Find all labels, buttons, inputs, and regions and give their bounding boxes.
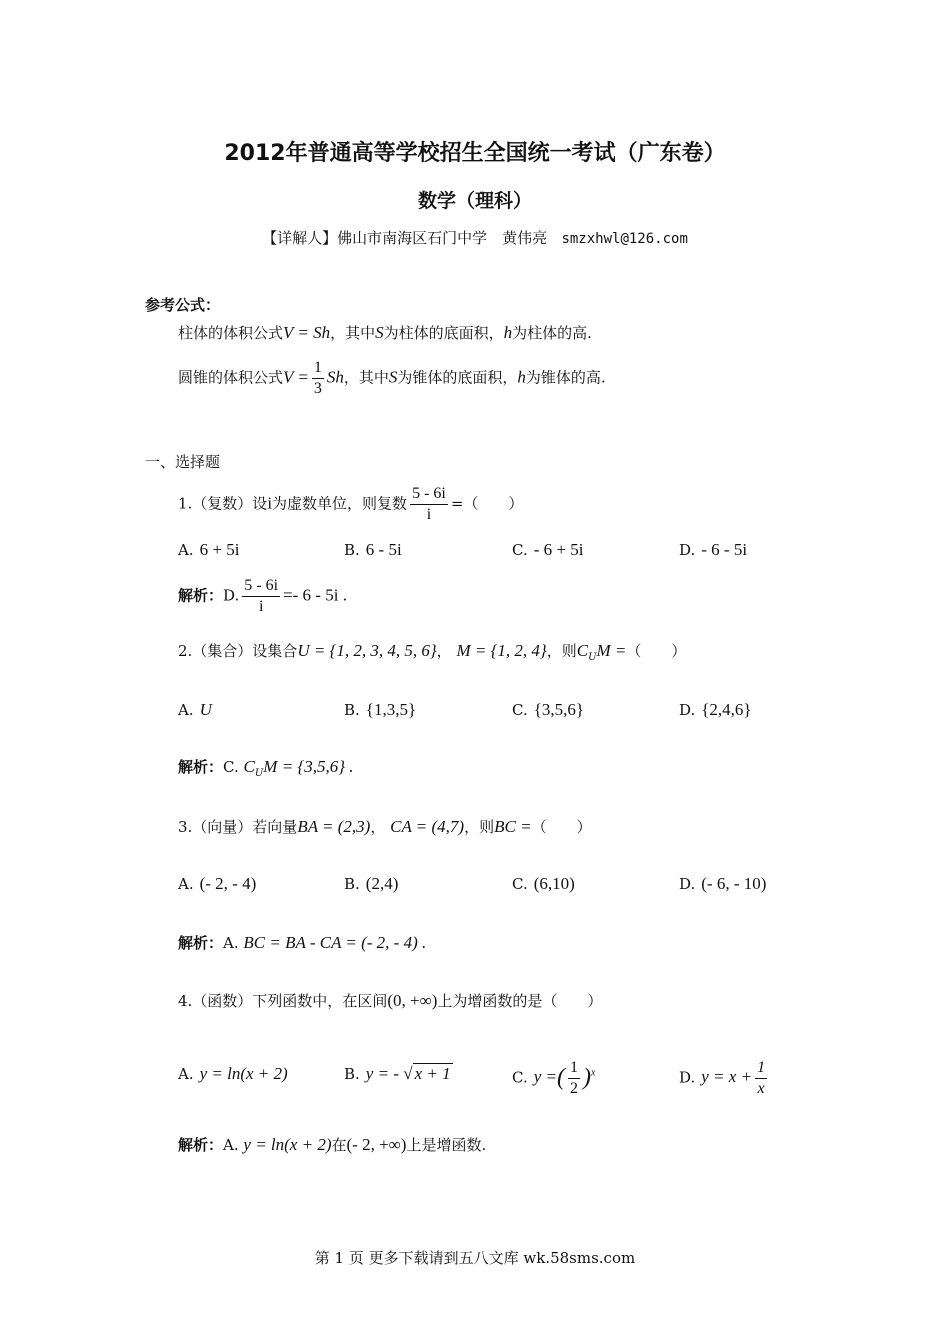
- formula-2-text-d: 为锥体的高.: [525, 368, 606, 387]
- q1-option-a[interactable]: [178, 540, 239, 560]
- answer-label: 解析：: [178, 586, 224, 605]
- q4-c-denominator: 2: [570, 1080, 578, 1097]
- option-label: A.: [178, 541, 194, 559]
- q4-option-c[interactable]: [512, 1058, 595, 1099]
- option-label: C.: [512, 875, 528, 893]
- q3-option-a[interactable]: [178, 874, 256, 894]
- q1-i: i: [267, 493, 273, 513]
- answer-label: 解析：: [178, 758, 224, 776]
- answer-label: 解析：: [178, 1136, 224, 1154]
- answer-choice: D.: [223, 586, 240, 605]
- option-value: U: [199, 700, 212, 719]
- option-label: A.: [178, 701, 194, 719]
- option-label: C.: [512, 541, 528, 559]
- q4-text-b: 上为增函数的是（ ）: [437, 992, 603, 1010]
- formula-1-S: S: [375, 323, 384, 342]
- q3-option-b[interactable]: [344, 874, 398, 894]
- q3-vector-BC: BC =: [494, 817, 532, 836]
- option-value: (- 6, - 10): [701, 874, 767, 893]
- q1-numerator: 5 - 6i: [410, 484, 448, 505]
- formula-2-Sh: Sh: [326, 367, 344, 387]
- q4-option-d[interactable]: [679, 1058, 770, 1099]
- q3-text-c: ，则: [464, 818, 495, 836]
- q1-text-c: =（ ）: [450, 494, 524, 513]
- q1-option-c[interactable]: [512, 540, 583, 560]
- q1-answer-fraction: [242, 576, 280, 617]
- author-email[interactable]: smzxhwl@126.com: [561, 231, 688, 247]
- author-label: 【详解人】佛山市南海区石门中学 黄伟亮: [262, 229, 548, 247]
- q2-option-b[interactable]: [344, 700, 416, 720]
- q2-text-a: 2.（集合）设集合: [178, 642, 298, 660]
- option-value: (2,4): [365, 874, 399, 893]
- q2-answer: [178, 756, 354, 779]
- option-value: 6 - 5i: [365, 540, 402, 559]
- option-value: {1,3,5}: [365, 700, 417, 719]
- question-3-stem: [178, 816, 592, 837]
- option-value: - 6 - 5i: [701, 540, 748, 559]
- q4-option-d-math: [701, 1059, 770, 1097]
- q4-answer-text-b: 在: [331, 1136, 347, 1154]
- option-label: B.: [344, 1065, 360, 1083]
- q1-fraction: [410, 484, 448, 525]
- q4-answer-interval: (- 2, +∞): [346, 1135, 407, 1154]
- q4-option-b-math: y = - √ x + 1: [365, 1064, 451, 1083]
- q2-text-c: ，则: [546, 642, 577, 660]
- answer-choice: A.: [223, 1136, 239, 1154]
- option-label: D.: [679, 1068, 696, 1087]
- q4-answer-function: y = ln(x + 2): [243, 1135, 332, 1154]
- q3-option-d[interactable]: [679, 874, 766, 894]
- q4-answer: [178, 1134, 486, 1155]
- page-subtitle: 数学（理科）: [417, 190, 532, 212]
- question-2-stem: [178, 640, 686, 663]
- option-label: A.: [178, 1065, 194, 1083]
- option-label: B.: [344, 541, 360, 559]
- option-value: - 6 + 5i: [533, 540, 584, 559]
- formula-1-text-a: 柱体的体积公式: [178, 324, 284, 342]
- formula-2-numerator: 1: [312, 358, 324, 379]
- q1-answer-numerator: 5 - 6i: [242, 576, 280, 597]
- q2-set-M: M = {1, 2, 4}: [456, 641, 547, 660]
- option-value: {2,4,6}: [701, 700, 752, 719]
- option-value: y = ln(x + 2): [199, 1064, 288, 1083]
- q2-complement-M: M =: [596, 641, 627, 660]
- q4-option-b[interactable]: [344, 1064, 453, 1084]
- q2-complement-sub: U: [588, 652, 597, 663]
- q2-set-U: U = {1, 2, 3, 4, 5, 6}: [297, 641, 437, 660]
- q2-option-a[interactable]: [178, 700, 212, 720]
- formula-2-h: h: [517, 367, 526, 387]
- q4-c-numerator: 1: [568, 1058, 580, 1079]
- q4-option-a[interactable]: [178, 1064, 288, 1084]
- q2-option-d[interactable]: [679, 700, 752, 720]
- q4-b-radicand: x + 1: [414, 1064, 451, 1083]
- q3-vector-BA: BA = (2,3): [297, 817, 371, 836]
- q4-c-fraction: [568, 1058, 580, 1099]
- answer-label: 解析：: [178, 934, 224, 952]
- q1-option-d[interactable]: [679, 540, 747, 560]
- q1-text-b: 为虚数单位，则复数: [272, 494, 408, 513]
- q2-text-d: （ ）: [626, 642, 687, 660]
- q2-answer-rest: M = {3,5,6} .: [263, 757, 354, 776]
- q4-interval: (0, +∞): [387, 991, 438, 1010]
- answer-choice: C.: [223, 758, 239, 776]
- formula-1-text-d: 为柱体的高.: [512, 324, 592, 342]
- option-value: 6 + 5i: [199, 540, 240, 559]
- option-label: D.: [679, 875, 696, 893]
- q4-c-paren-open: (: [557, 1065, 565, 1091]
- formula-2-text-b: ，其中: [343, 368, 389, 387]
- q4-text-a: 4.（函数）下列函数中，在区间: [178, 992, 388, 1010]
- q3-vector-CA: CA = (4,7): [390, 817, 465, 836]
- formula-line-2: [178, 358, 606, 399]
- formula-2-V: V =: [283, 367, 309, 387]
- q3-text-b: ，: [370, 818, 386, 836]
- formula-2-text-a: 圆锥的体积公式: [178, 368, 284, 387]
- formula-2-fraction: [312, 358, 324, 399]
- option-label: C.: [512, 701, 528, 719]
- q3-text-d: （ ）: [531, 818, 592, 836]
- q3-answer-math: BC = BA - CA = (- 2, - 4) .: [243, 933, 427, 952]
- formula-2-S: S: [388, 367, 398, 387]
- q1-answer: [178, 576, 347, 617]
- option-label: A.: [178, 875, 194, 893]
- question-4-stem: [178, 990, 602, 1011]
- q4-d-expr: y = x +: [701, 1067, 753, 1087]
- option-label: B.: [344, 701, 360, 719]
- q1-denominator: i: [426, 506, 432, 523]
- q4-c-paren-close: ): [583, 1065, 591, 1091]
- answer-choice: A.: [223, 934, 239, 952]
- q4-d-fraction: [755, 1058, 767, 1099]
- page-footer[interactable]: 第 1 页 更多下载请到五八文库 wk.58sms.com: [314, 1249, 636, 1267]
- q1-answer-rest: =- 6 - 5i .: [283, 585, 347, 605]
- formula-2-text-c: 为锥体的底面积，: [397, 368, 518, 387]
- option-value: (6,10): [533, 874, 575, 893]
- q4-d-denominator: x: [757, 1080, 765, 1097]
- q4-c-exponent: x: [591, 1067, 596, 1079]
- formula-1-math: V = Sh: [283, 323, 331, 342]
- q2-complement-C: C: [576, 641, 589, 660]
- formula-line-1: [178, 322, 592, 343]
- option-value: (- 2, - 4): [199, 874, 257, 893]
- formula-1-text-c: 为柱体的底面积，: [383, 324, 504, 342]
- q4-b-y: y = -: [365, 1064, 399, 1083]
- q1-option-b[interactable]: [344, 540, 402, 560]
- q4-option-c-math: [533, 1059, 596, 1097]
- q3-answer: [178, 932, 426, 953]
- option-label: B.: [344, 875, 360, 893]
- q1-answer-denominator: i: [258, 598, 264, 615]
- author-line: [0, 227, 950, 248]
- option-value: {3,5,6}: [533, 700, 585, 719]
- formula-heading: 参考公式：: [145, 296, 221, 314]
- option-label: D.: [679, 701, 696, 719]
- q3-option-c[interactable]: [512, 874, 575, 894]
- q3-text-a: 3.（向量）若向量: [178, 818, 298, 836]
- formula-2-denominator: 3: [313, 380, 322, 397]
- q2-option-c[interactable]: [512, 700, 584, 720]
- q4-answer-text-c: 上是增函数.: [406, 1136, 487, 1154]
- q2-answer-C: C: [243, 757, 255, 776]
- page-title: 2012年普通高等学校招生全国统一考试（广东卷）: [224, 141, 726, 166]
- q1-text-a: 1.（复数）设: [178, 494, 268, 513]
- formula-1-text-b: ，其中: [330, 324, 376, 342]
- question-1-stem: [178, 484, 523, 525]
- formula-1-h: h: [503, 323, 513, 342]
- q4-d-numerator: 1: [755, 1058, 767, 1079]
- q2-answer-sub: U: [254, 768, 264, 779]
- option-label: D.: [679, 541, 696, 559]
- q4-c-y: y =: [533, 1067, 557, 1087]
- q2-text-b: ，: [436, 642, 452, 660]
- option-label: C.: [512, 1068, 528, 1087]
- section-heading: 一、选择题: [145, 453, 221, 471]
